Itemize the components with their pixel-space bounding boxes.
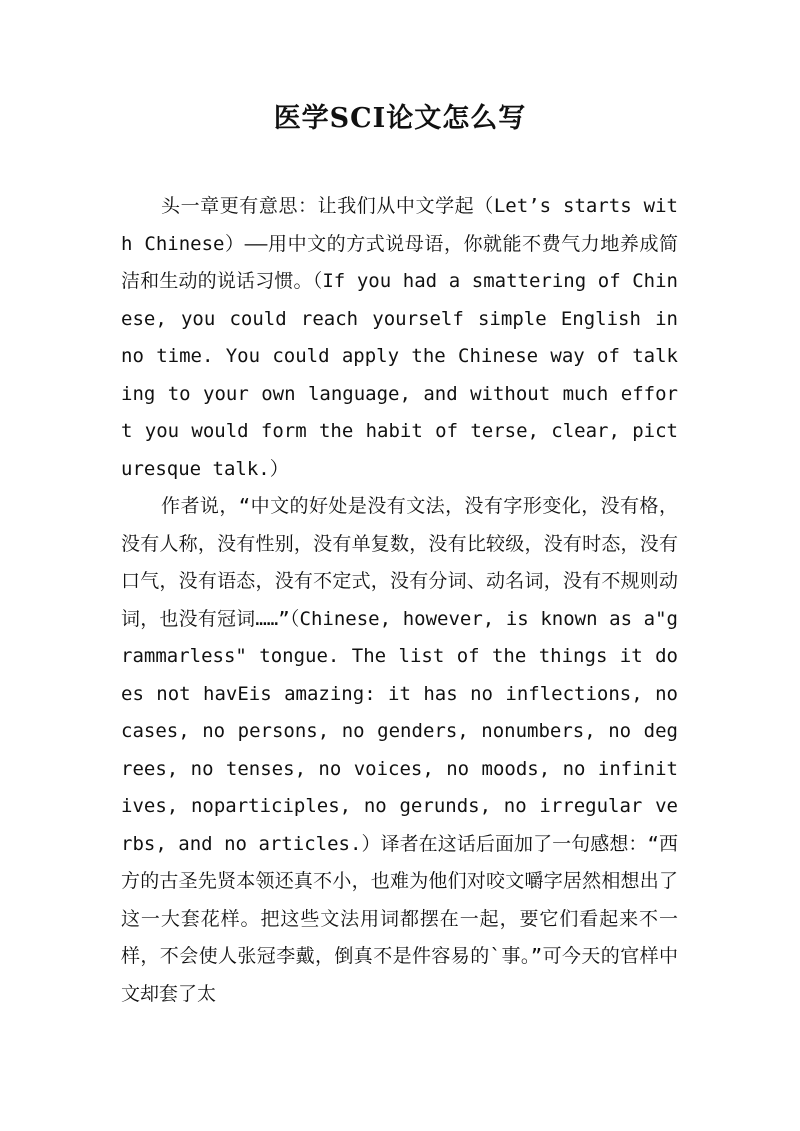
document-body (121, 188, 678, 1013)
body-paragraph-1: 头一章更有意思：让我们从中文学起（Let’s starts with Chinese）——用中文的方式说母语，你就能不费气力地养成简洁和生动的说话习惯。（If you had a smattering of Chinese, you could reach yourself simple English in no time. You could apply the Chinese way of talking to your own language, and without much effort you would form the habit of terse, clear, picturesque talk.） (121, 195, 678, 480)
body-paragraph-2: 作者说，“中文的好处是没有文法，没有字形变化，没有格，没有人称，没有性别，没有单复数，没有比较级，没有时态，没有口气，没有语态，没有不定式，没有分词、动名词，没有不规则动词，也没有冠词……”（Chinese, however, is known as a"grammarless" tongue. The list of the things it does not havEis amazing: it has no inflections, no cases, no persons, no genders, nonumbers, no degrees, no tenses, no voices, no moods, no infinitives, noparticiples, no gerunds, no irregular verbs, and no articles.）译者在这话后面加了一句感想：“西方的古圣先贤本领还真不小，也难为他们对咬文嚼字居然相想出了这一大套花样。把这些文法用词都摆在一起，要它们看起来不一样，不会使人张冠李戴，倒真不是件容易的`事。”可今天的官样中文却套了太 (121, 495, 678, 1005)
document-title: 医学SCI论文怎么写 (273, 103, 527, 134)
